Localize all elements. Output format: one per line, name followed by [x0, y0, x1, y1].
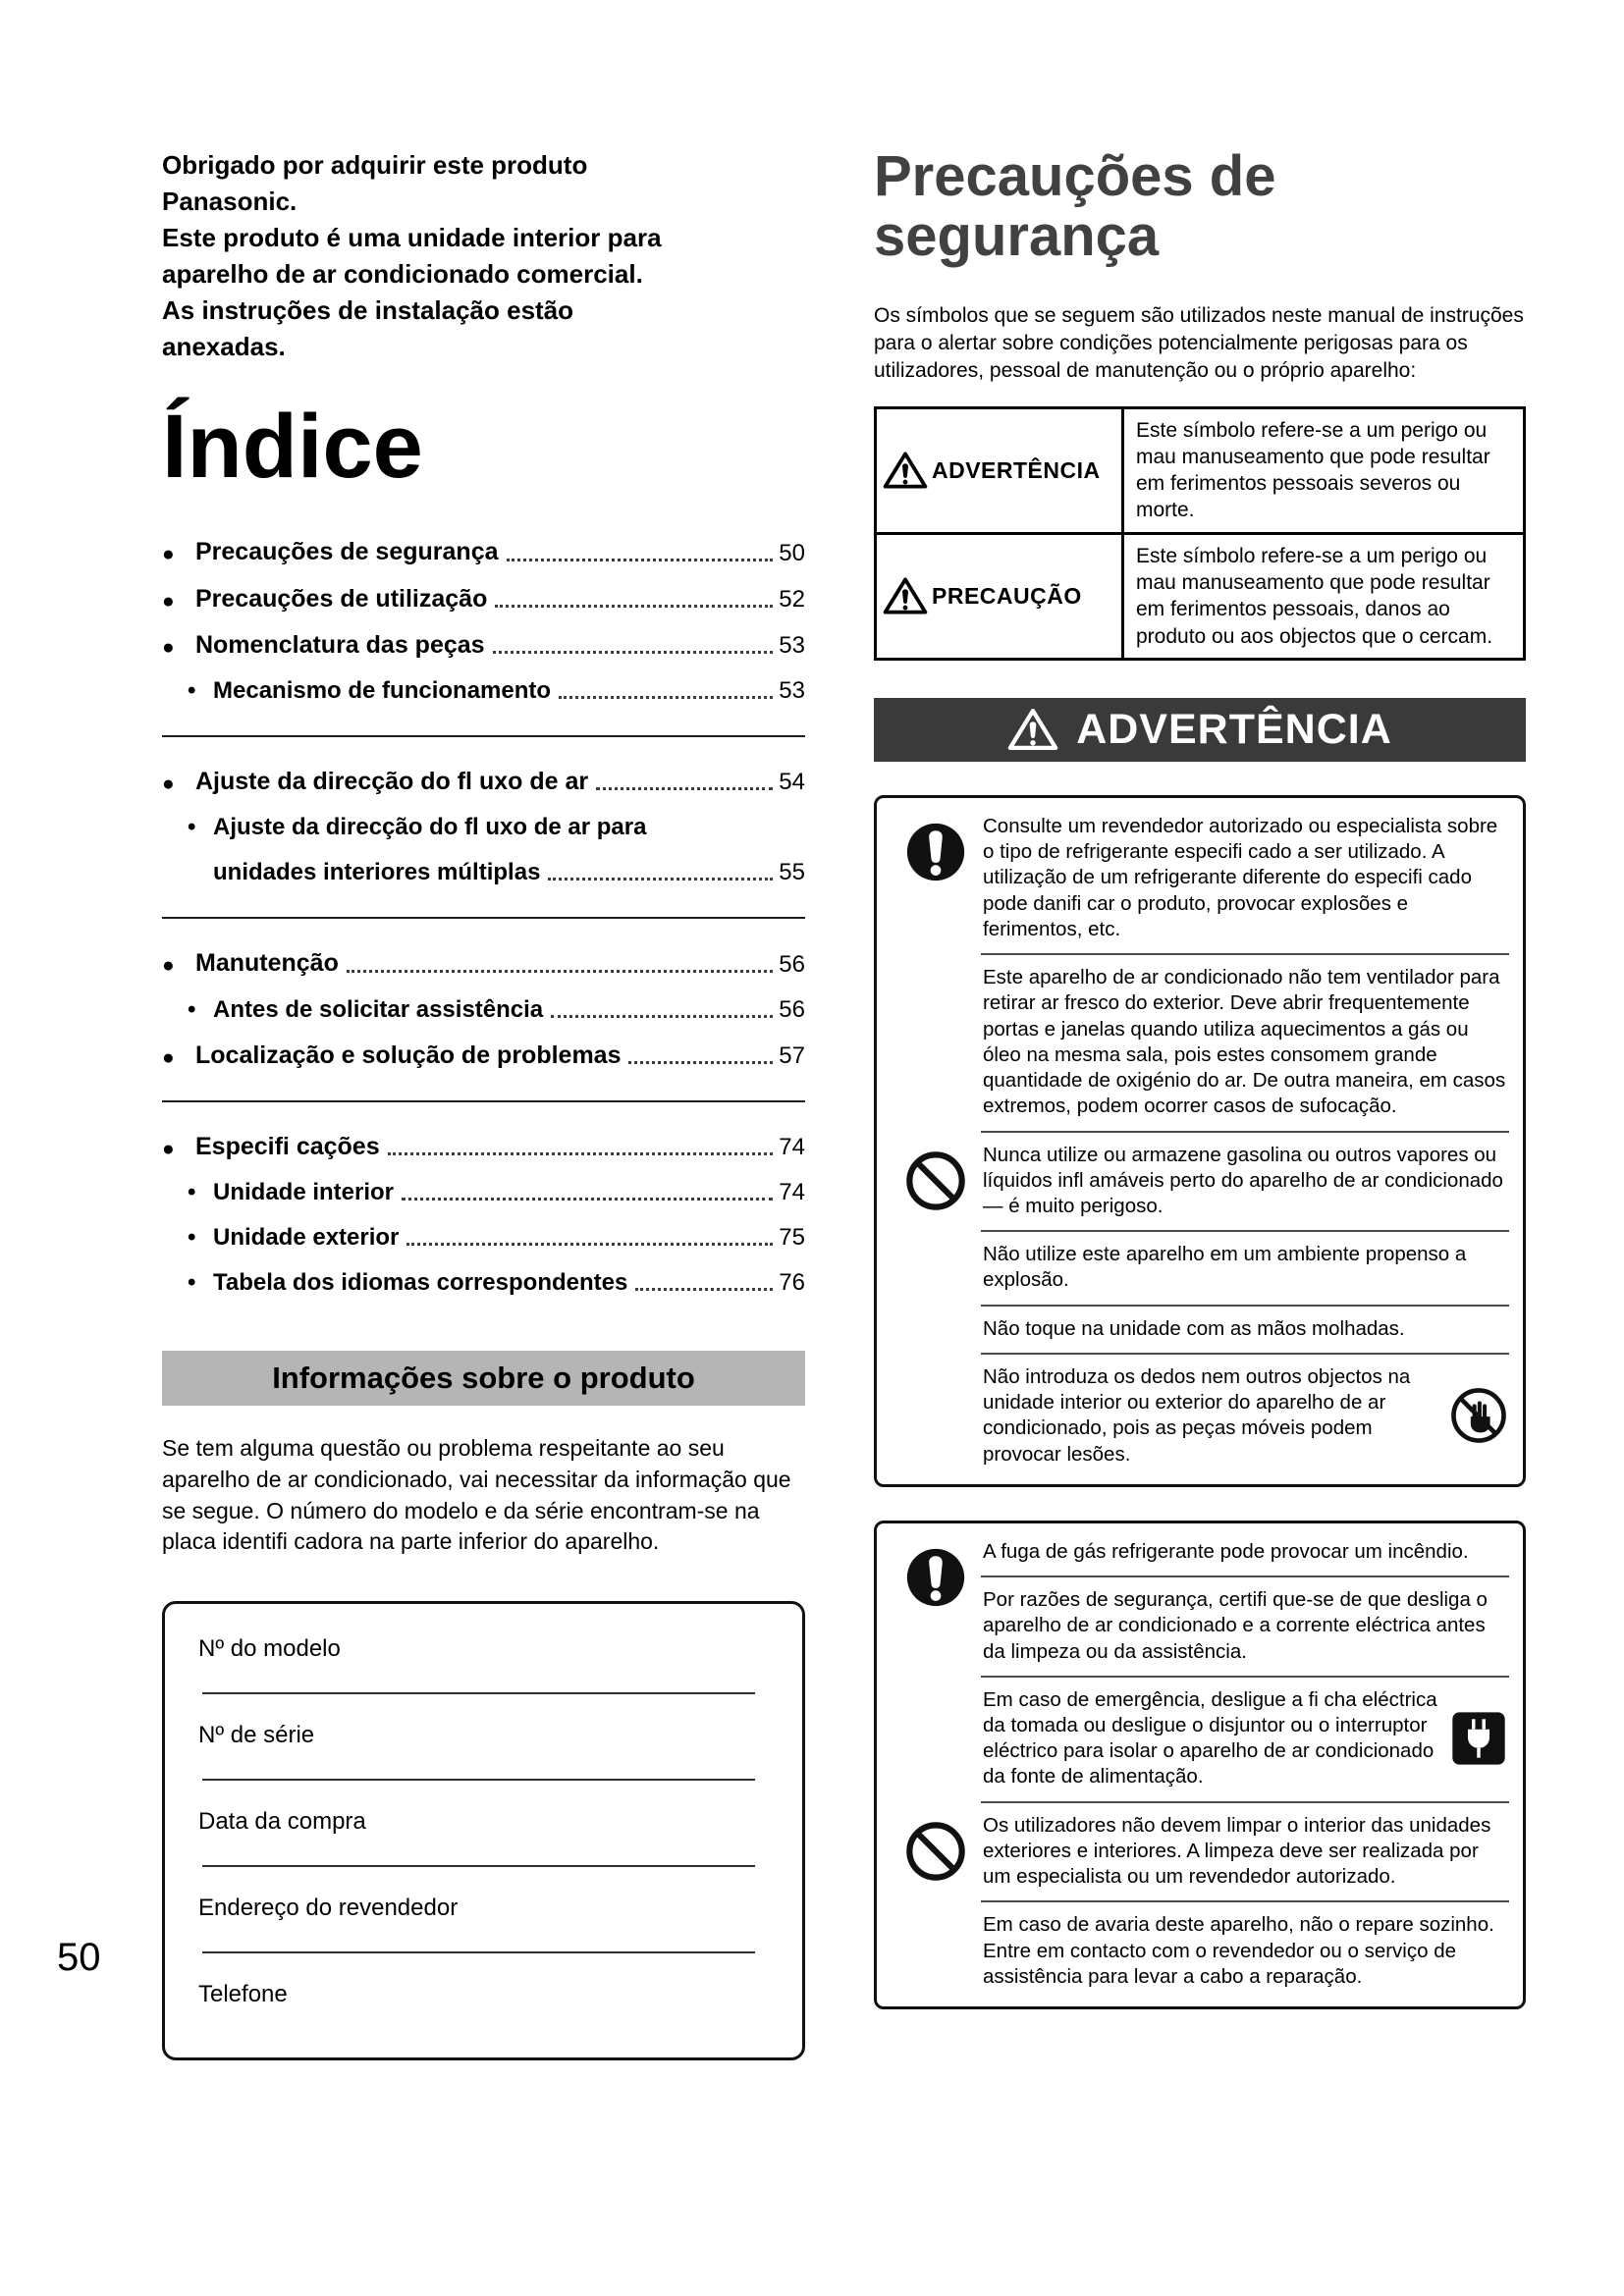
- toc-entry-label: unidades interiores múltiplas: [213, 859, 541, 886]
- plug-icon: [1450, 1710, 1507, 1767]
- toc-page-number: 56: [779, 950, 805, 978]
- left-column: [162, 147, 805, 2296]
- toc-page-number: 76: [779, 1269, 805, 1297]
- toc-bullet: ●: [162, 1045, 175, 1069]
- warning-triangle-icon: [883, 451, 928, 490]
- field-write-line: [202, 1779, 755, 1781]
- toc-bullet: •: [188, 1179, 196, 1206]
- toc-entry: [162, 1132, 805, 1162]
- toc-entry-label: Mecanismo de funcionamento: [213, 677, 552, 705]
- right-column: [874, 144, 1526, 2296]
- toc-page-number: 75: [779, 1224, 805, 1252]
- toc-entry-label: Tabela dos idiomas correspondentes: [213, 1269, 628, 1297]
- toc-entry: [162, 584, 805, 614]
- toc-bullet: •: [188, 995, 196, 1023]
- toc-leader-dots: [347, 970, 773, 973]
- warning-item: Em caso de avaria deste aparelho, não o repare sozinho. Entre em contacto com o revendedor ou o serviço de assistência para levar a cabo a reparação.: [983, 1913, 1494, 1988]
- toc-leader-dots: [596, 787, 773, 790]
- symbol-row: [876, 407, 1525, 533]
- toc-entry: [162, 630, 805, 661]
- toc-leader-dots: [495, 605, 773, 608]
- toc-leader-dots: [493, 651, 774, 654]
- warning-group: [891, 1133, 1509, 1478]
- symbol-table: [874, 406, 1526, 661]
- toc-page-number: 74: [779, 1179, 805, 1206]
- toc-entry-continuation: [162, 858, 805, 887]
- field-row: [198, 1981, 769, 2008]
- toc-leader-dots: [628, 1061, 773, 1064]
- warning-group-text-column: [981, 1529, 1509, 1803]
- toc-bullet: ●: [162, 954, 175, 978]
- toc-entry: [162, 676, 805, 706]
- toc-divider: [162, 1100, 805, 1102]
- warning-item: Este aparelho de ar condicionado não tem ventilador para retirar ar fresco do exterior. Deve abrir frequentemente portas e janelas quando utiliza aquecimentos a gás ou óleo na mesma sala, pois estes consomem grande quantidade de oxigénio do ar. De outra maneira, em casos extremos, podem ocorrer casos de sufocação.: [981, 955, 1509, 1132]
- warning-item-text: Em caso de emergência, desligue a fi cha eléctrica da tomada ou desligue o disjuntor ou o interruptor eléctrico para isolar o aparelho de ar condicionado da fonte de alimentação.: [983, 1687, 1437, 1789]
- warning-group-text-column: [981, 1133, 1509, 1478]
- toc-entry: [162, 1223, 805, 1253]
- toc-entry-label: Especifi cações: [195, 1132, 380, 1160]
- symbol-label: ADVERTÊNCIA: [932, 456, 1101, 483]
- product-info-header: Informações sobre o produto: [162, 1351, 805, 1406]
- field-write-line: [202, 1692, 755, 1694]
- toc-leader-dots: [388, 1152, 774, 1155]
- toc-entry: [162, 813, 805, 842]
- toc-page-number: 53: [779, 632, 805, 660]
- toc-leader-dots: [551, 1015, 773, 1018]
- warning-box-1: [874, 795, 1526, 1487]
- warning-group: [891, 1529, 1509, 1803]
- banner-warning-triangle-icon: [1007, 707, 1058, 752]
- warning-item: [981, 1678, 1509, 1803]
- toc-leader-dots: [559, 696, 773, 699]
- warning-group-icon-column: [891, 1529, 981, 1803]
- field-write-line: [202, 1865, 755, 1867]
- symbol-description: Este símbolo refere-se a um perigo ou mau manuseamento que pode resultar em ferimentos pessoais, danos ao produto ou aos objectos que o cercam.: [1123, 533, 1525, 659]
- toc-bullet: ●: [162, 635, 175, 659]
- toc-entry-label: Manutenção: [195, 949, 339, 978]
- toc-bullet: •: [188, 814, 196, 841]
- banner-label: ADVERTÊNCIA: [1076, 705, 1392, 753]
- toc-entry-label: Localização e solução de problemas: [195, 1041, 622, 1069]
- warning-group-icon-column: [891, 1803, 981, 2001]
- product-info-box: [162, 1601, 805, 2060]
- toc-page-number: 57: [779, 1041, 805, 1069]
- symbol-cell: [876, 533, 1123, 659]
- intro-line: Este produto é uma unidade interior para: [162, 222, 662, 252]
- warning-group-text-column: [981, 804, 1509, 1133]
- toc-entry-label: Nomenclatura das peças: [195, 630, 485, 659]
- toc-leader-dots: [406, 1243, 773, 1246]
- no-touch-icon: [1450, 1387, 1507, 1444]
- toc-page-number: 54: [779, 769, 805, 796]
- warning-item: Consulte um revendedor autorizado ou especialista sobre o tipo de refrigerante especifi cado a ser utilizado. A utilização de um refrigerante diferente do especifi cado pode danifi car o produto, provocar explosões e ferimentos, etc.: [981, 804, 1509, 955]
- toc-entry-label: Unidade exterior: [213, 1224, 400, 1252]
- toc-bullet: ●: [162, 543, 175, 566]
- toc-entry: [162, 1178, 805, 1207]
- intro-line: aparelho de ar condicionado comercial.: [162, 258, 643, 289]
- toc-entry: [162, 948, 805, 979]
- advertencia-banner: [874, 698, 1526, 762]
- warning-item: A fuga de gás refrigerante pode provocar um incêndio.: [981, 1529, 1509, 1577]
- field-label: Telefone: [198, 1981, 288, 2008]
- field-label: Endereço do revendedor: [198, 1895, 459, 1922]
- field-row: [198, 1635, 769, 1694]
- warning-item: Nunca utilize ou armazene gasolina ou outros vapores ou líquidos infl amáveis perto do aparelho de ar condicionado — é muito perigoso.: [981, 1133, 1509, 1233]
- warning-group-icon-column: [891, 1133, 981, 1478]
- field-label: Data da compra: [198, 1808, 366, 1836]
- field-write-line: [202, 1951, 755, 1953]
- warning-item: Não toque na unidade com as mãos molhadas.: [981, 1307, 1509, 1355]
- toc-divider: [162, 917, 805, 919]
- page-number: 50: [57, 1936, 101, 1979]
- toc-bullet: •: [188, 677, 196, 705]
- intro-line: anexadas.: [162, 331, 286, 361]
- symbol-label: PRECAUÇÃO: [932, 582, 1082, 609]
- toc-page-number: 56: [779, 995, 805, 1023]
- intro-line: Obrigado por adquirir este produto: [162, 150, 588, 180]
- toc-bullet: •: [188, 1224, 196, 1252]
- toc-entry: [162, 1041, 805, 1071]
- section-intro: Os símbolos que se seguem são utilizados neste manual de instruções para o alertar sobre condições potencialmente perigosas para os utilizadores, pessoal de manutenção ou o próprio aparelho:: [874, 303, 1524, 382]
- toc-divider: [162, 735, 805, 737]
- field-row: [198, 1808, 769, 1867]
- toc-entry-label: Antes de solicitar assistência: [213, 995, 544, 1023]
- warning-item: Por razões de segurança, certifi que-se de que desliga o aparelho de ar condicionado e a corrente eléctrica antes da limpeza ou da assistência.: [981, 1577, 1509, 1678]
- warning-item-text: Não introduza os dedos nem outros objectos na unidade interior ou exterior do aparelho de ar condicionado, pois as peças móveis podem provocar lesões.: [983, 1364, 1411, 1466]
- toc-page-number: 53: [779, 677, 805, 705]
- mandatory-icon: [905, 1547, 966, 1608]
- toc-entry-label: Ajuste da direcção do fl uxo de ar para: [213, 814, 647, 841]
- intro-line: Panasonic.: [162, 186, 298, 216]
- warning-item: Os utilizadores não devem limpar o interior das unidades exteriores e interiores. A limpeza deve ser realizada por um especialista ou um revendedor autorizado.: [981, 1803, 1509, 1903]
- toc-leader-dots: [402, 1198, 773, 1201]
- symbol-description: Este símbolo refere-se a um perigo ou mau manuseamento que pode resultar em ferimentos pessoais severos ou morte.: [1123, 407, 1525, 533]
- toc-bullet: ●: [162, 589, 175, 613]
- toc-entry: [162, 1268, 805, 1298]
- warning-triangle-icon: [883, 576, 928, 615]
- warning-box-2: [874, 1521, 1526, 2009]
- warning-group: [891, 1803, 1509, 2001]
- symbol-cell: [876, 407, 1123, 533]
- toc-entry-label: Precauções de utilização: [195, 584, 488, 613]
- warning-item: [981, 1355, 1509, 1478]
- section-title: Precauções de segurança: [874, 144, 1276, 268]
- toc-page-number: 52: [779, 585, 805, 613]
- toc-bullet: •: [188, 1269, 196, 1297]
- field-row: [198, 1895, 769, 1953]
- field-label: Nº do modelo: [198, 1635, 341, 1663]
- intro-text: [162, 147, 805, 364]
- mandatory-icon: [905, 822, 966, 882]
- symbol-row: [876, 533, 1525, 659]
- toc-bullet: ●: [162, 1137, 175, 1160]
- indice-title: Índice: [162, 397, 423, 498]
- warning-group-text-column: [981, 1803, 1509, 2001]
- toc-leader-dots: [507, 559, 774, 561]
- toc-entry-label: Unidade interior: [213, 1179, 395, 1206]
- prohibition-icon: [905, 1821, 966, 1882]
- warning-group: [891, 804, 1509, 1133]
- toc-bullet: ●: [162, 773, 175, 796]
- toc-page-number: 74: [779, 1134, 805, 1161]
- toc-entry: [162, 537, 805, 567]
- warning-group-icon-column: [891, 804, 981, 1133]
- toc-entry-label: Precauções de segurança: [195, 538, 499, 566]
- toc-page-number: 50: [779, 539, 805, 566]
- warning-item: Não utilize este aparelho em um ambiente propenso a explosão.: [981, 1232, 1509, 1306]
- toc-entry: [162, 767, 805, 797]
- toc-entry-label: Ajuste da direcção do fl uxo de ar: [195, 768, 589, 796]
- toc-entry: [162, 995, 805, 1025]
- field-label: Nº de série: [198, 1722, 315, 1749]
- toc-leader-dots: [635, 1288, 773, 1291]
- toc-leader-dots: [548, 878, 773, 881]
- field-row: [198, 1722, 769, 1781]
- intro-line: As instruções de instalação estão: [162, 294, 574, 325]
- toc-page-number: 55: [779, 859, 805, 886]
- prohibition-icon: [905, 1150, 966, 1211]
- table-of-contents: [162, 537, 805, 1298]
- product-info-text: Se tem alguma questão ou problema respeitante ao seu aparelho de ar condicionado, vai necessitar da informação que se segue. O número do modelo e da série encontram-se na placa identifi cadora na parte inferior do aparelho.: [162, 1435, 791, 1555]
